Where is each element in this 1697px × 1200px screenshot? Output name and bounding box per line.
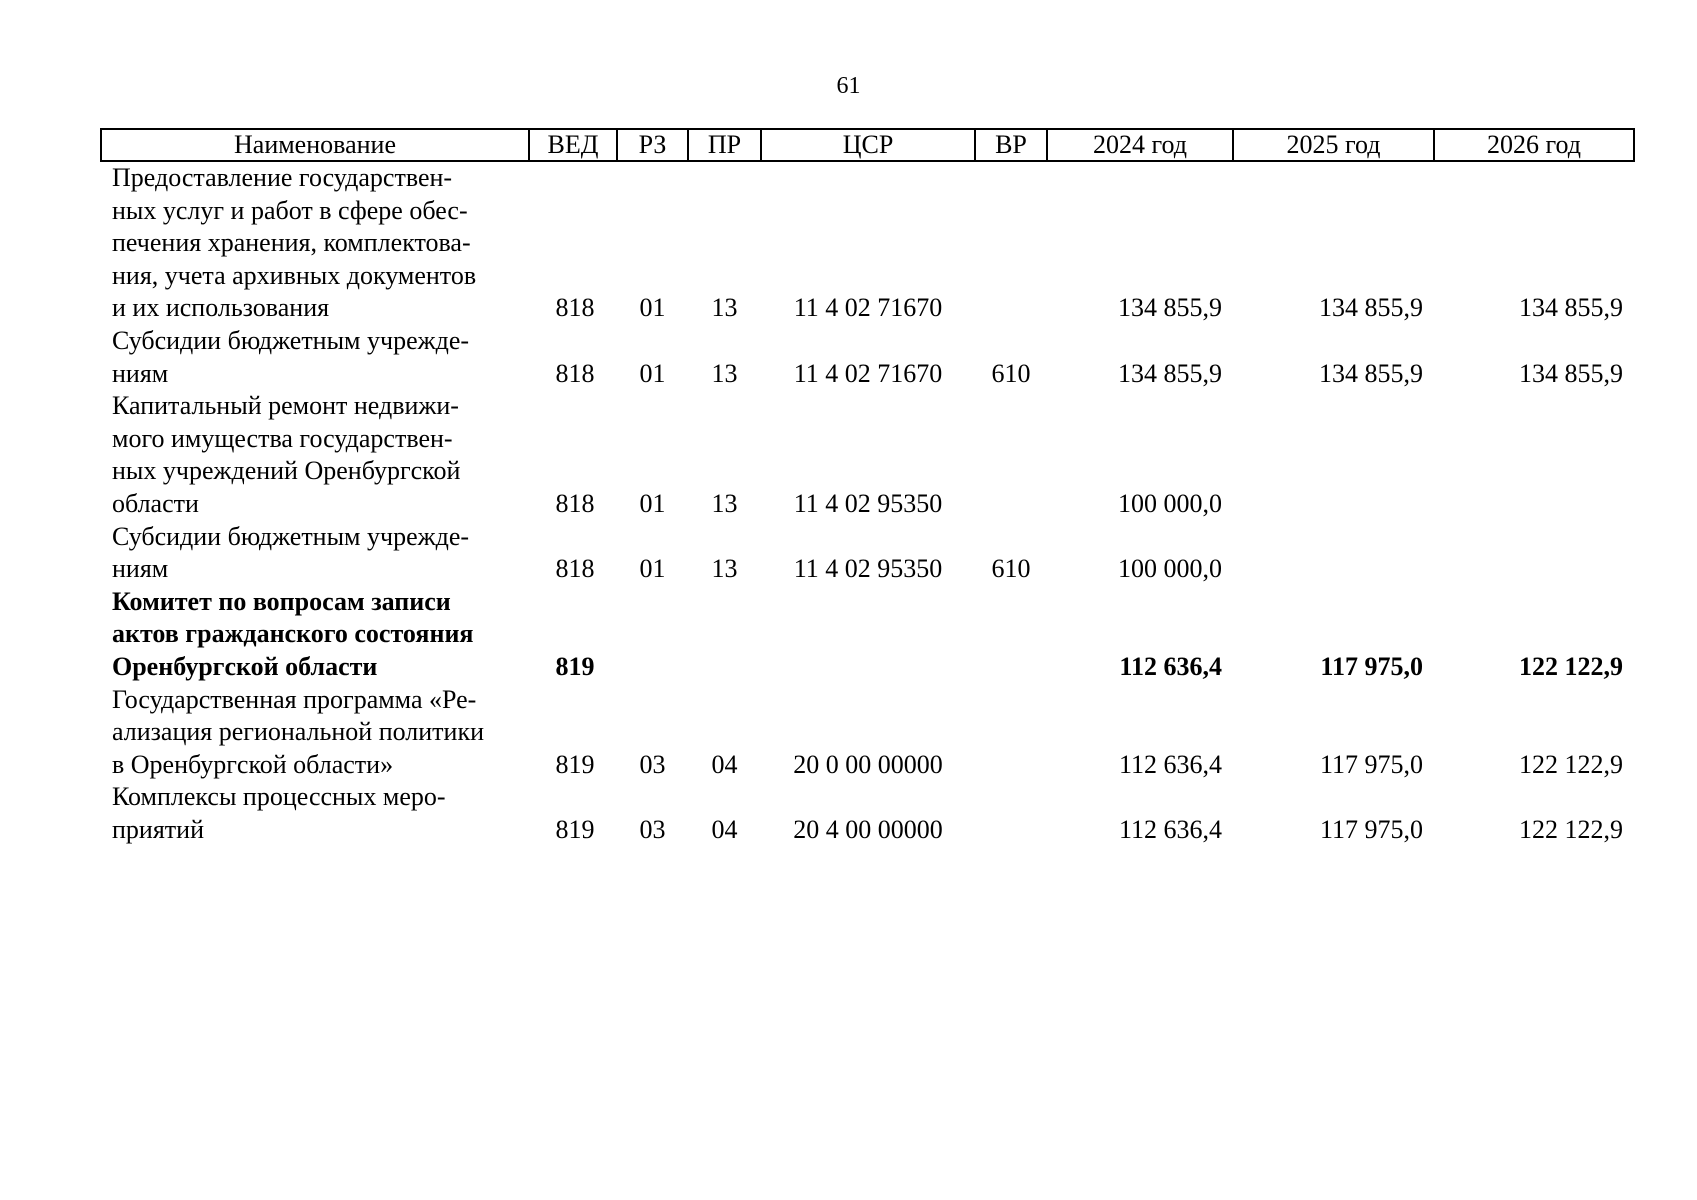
row-2025: 134 855,9 — [1319, 358, 1423, 388]
row-csr: 20 4 00 00000 — [793, 814, 943, 844]
row-name: Комитет по вопросам записи актов гражданского состояния Оренбургской области — [112, 586, 474, 681]
row-vr: 610 — [991, 358, 1031, 388]
row-2025 — [1233, 390, 1434, 520]
table-row — [101, 684, 1634, 782]
page-number: 61 — [836, 73, 861, 99]
table-row — [101, 521, 1634, 586]
table-header-row — [101, 129, 1634, 161]
row-2026 — [1434, 390, 1634, 520]
table-row — [101, 161, 1634, 325]
row-ved: 819 — [555, 814, 595, 844]
header-pr: ПР — [688, 129, 761, 161]
row-2026: 134 855,9 — [1519, 293, 1623, 323]
header-2024: 2024 год — [1047, 129, 1233, 161]
row-2025: 117 975,0 — [1319, 814, 1423, 844]
row-pr: 13 — [711, 554, 738, 584]
row-name: Субсидии бюджетным учрежде- ниям — [112, 325, 470, 388]
row-2026: 122 122,9 — [1519, 749, 1623, 779]
header-vr: ВР — [975, 129, 1047, 161]
row-vr — [975, 161, 1047, 325]
row-2024: 112 636,4 — [1118, 814, 1222, 844]
row-ved: 819 — [555, 749, 595, 779]
row-ved: 818 — [555, 358, 595, 388]
row-2026: 122 122,9 — [1519, 651, 1623, 681]
row-csr: 20 0 00 00000 — [793, 749, 943, 779]
row-rz: 01 — [639, 488, 666, 518]
table-row — [101, 325, 1634, 390]
row-2026: 122 122,9 — [1519, 814, 1623, 844]
row-2024: 134 855,9 — [1118, 293, 1222, 323]
row-vr — [975, 586, 1047, 684]
row-name: Комплексы процессных меро- приятий — [112, 782, 446, 844]
row-csr — [761, 586, 975, 684]
row-ved: 818 — [555, 293, 595, 323]
row-2024: 134 855,9 — [1118, 358, 1222, 388]
row-2024: 112 636,4 — [1118, 749, 1222, 779]
row-csr: 11 4 02 71670 — [793, 293, 943, 323]
row-2026: 134 855,9 — [1519, 358, 1623, 388]
row-ved: 818 — [555, 488, 595, 518]
row-vr: 610 — [991, 554, 1031, 584]
row-name: Государственная программа «Ре- ализация региональной политики в Оренбургской области» — [112, 684, 484, 779]
row-2025: 117 975,0 — [1320, 651, 1423, 681]
row-2024: 100 000,0 — [1118, 488, 1222, 518]
row-vr — [975, 390, 1047, 520]
row-name: Предоставление государствен- ных услуг и работ в сфере обес- печения хранения, комплектова- ния, учета архивных документов и их использования — [112, 163, 477, 323]
table-row — [101, 781, 1634, 846]
row-rz: 03 — [639, 814, 666, 844]
row-ved: 818 — [555, 554, 595, 584]
row-vr — [975, 684, 1047, 782]
row-rz: 01 — [639, 293, 666, 323]
row-pr: 04 — [711, 749, 738, 779]
budget-table — [100, 128, 1635, 846]
row-pr: 04 — [711, 814, 738, 844]
row-csr: 11 4 02 71670 — [793, 358, 943, 388]
header-2025: 2025 год — [1233, 129, 1434, 161]
row-2024: 100 000,0 — [1118, 554, 1222, 584]
row-pr: 13 — [711, 358, 738, 388]
header-rz: РЗ — [617, 129, 688, 161]
row-pr: 13 — [711, 488, 738, 518]
row-2025: 117 975,0 — [1319, 749, 1423, 779]
table-row — [101, 390, 1634, 520]
row-rz: 01 — [639, 358, 666, 388]
row-vr — [975, 781, 1047, 846]
row-rz — [617, 586, 688, 684]
header-ved: ВЕД — [529, 129, 617, 161]
row-2024: 112 636,4 — [1119, 651, 1222, 681]
row-name: Капитальный ремонт недвижи- мого имущества государствен- ных учреждений Оренбургской области — [112, 391, 461, 518]
table-row — [101, 586, 1634, 684]
row-csr: 11 4 02 95350 — [793, 554, 943, 584]
row-2026 — [1434, 521, 1634, 586]
row-rz: 03 — [639, 749, 666, 779]
row-pr — [688, 586, 761, 684]
row-pr: 13 — [711, 293, 738, 323]
row-name: Субсидии бюджетным учрежде- ниям — [112, 521, 470, 584]
row-csr: 11 4 02 95350 — [793, 488, 943, 518]
row-ved: 819 — [555, 651, 595, 681]
header-csr: ЦСР — [761, 129, 975, 161]
row-2025 — [1233, 521, 1434, 586]
header-2026: 2026 год — [1434, 129, 1634, 161]
row-2025: 134 855,9 — [1319, 293, 1423, 323]
header-name: Наименование — [101, 129, 529, 161]
row-rz: 01 — [639, 554, 666, 584]
